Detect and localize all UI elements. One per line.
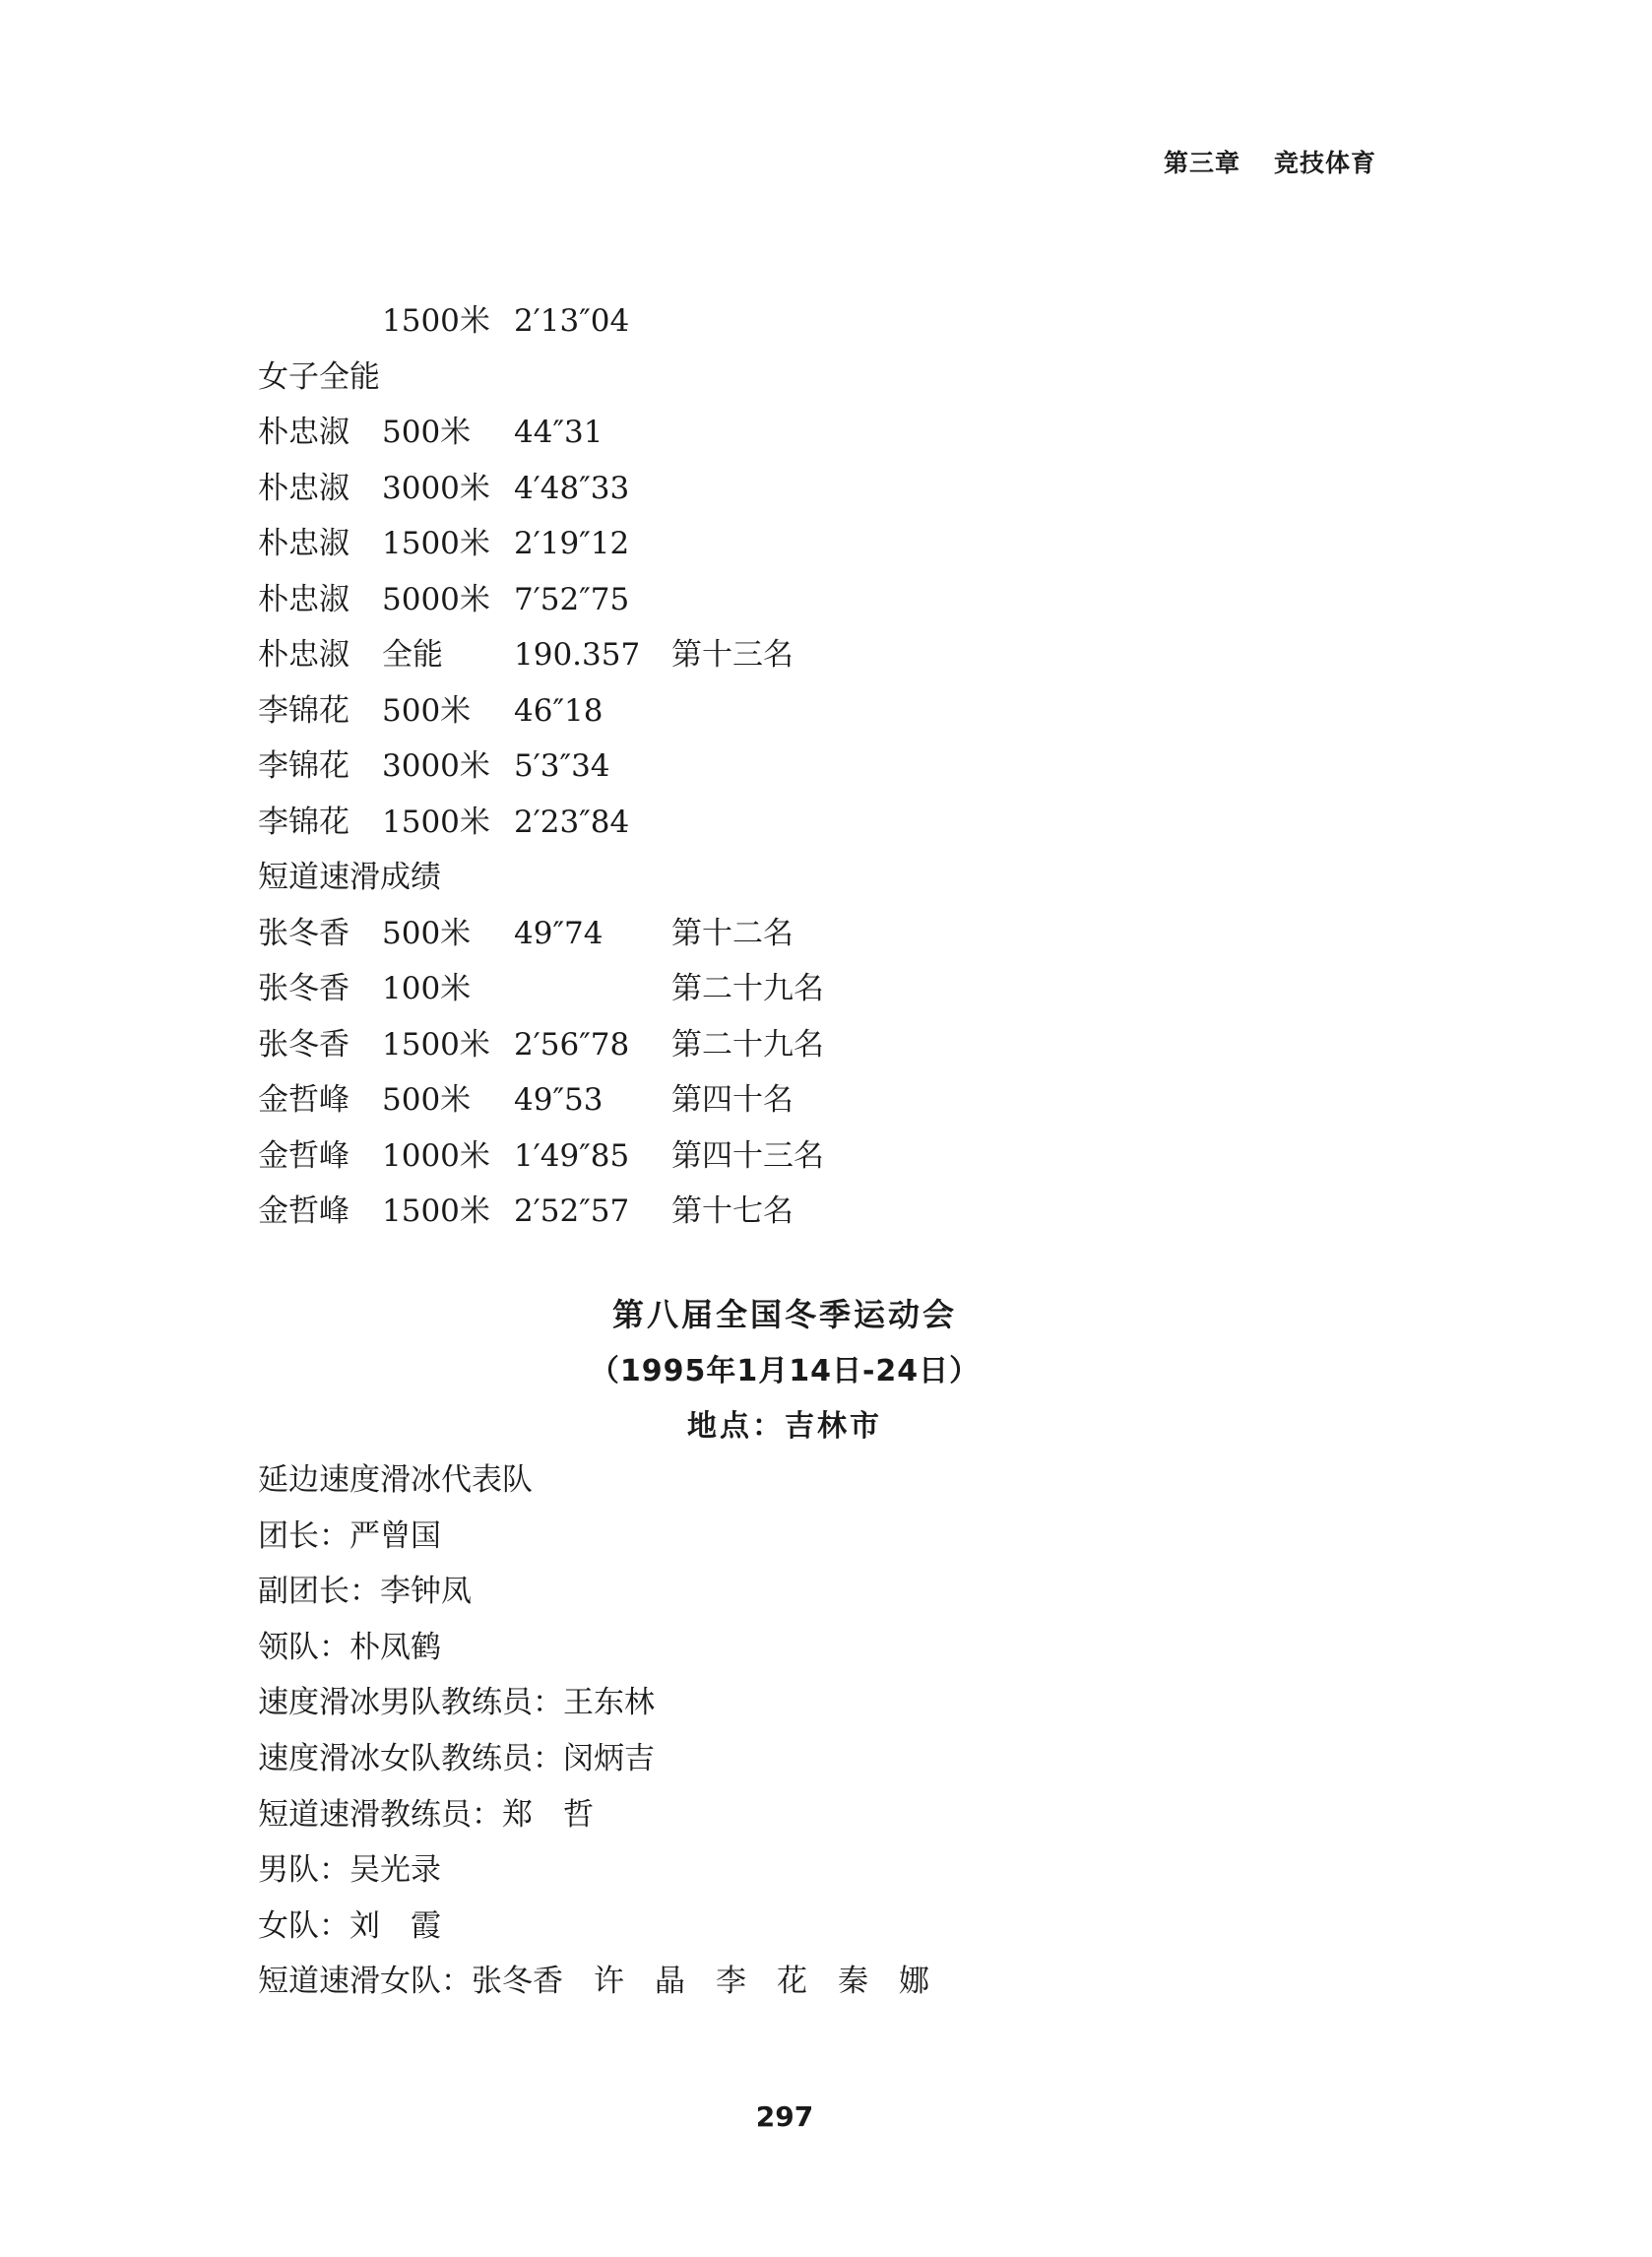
- event-distance: 1500米: [382, 303, 490, 339]
- result-rank: 第二十九名: [671, 971, 824, 1006]
- team-line: 短道速滑女队：张冬香 许 晶 李 花 秦 娜: [258, 1964, 929, 2000]
- result-time: 2′23″84: [514, 804, 630, 840]
- athlete-name: 金哲峰: [258, 1082, 349, 1118]
- event-distance: 500米: [382, 1082, 472, 1118]
- athlete-name: 朴忠淑: [258, 470, 349, 506]
- athlete-name: 李锦花: [258, 804, 349, 840]
- result-rank: 第十七名: [671, 1193, 794, 1229]
- result-time: 190.357: [514, 637, 641, 673]
- result-time: 49″74: [514, 915, 604, 951]
- section-location: 地点：吉林市: [687, 1409, 882, 1444]
- event-distance: 5000米: [382, 581, 490, 617]
- result-time: 5′3″34: [514, 748, 610, 784]
- event-distance: 100米: [382, 971, 472, 1006]
- athlete-name: 李锦花: [258, 748, 349, 784]
- event-distance: 1500米: [382, 1026, 490, 1063]
- athlete-name: 朴忠淑: [258, 415, 349, 450]
- page-number: 297: [755, 2100, 814, 2133]
- heading-text: 短道速滑成绩: [258, 860, 441, 895]
- athlete-name: 张冬香: [258, 1026, 349, 1063]
- heading-text: 女子全能: [258, 358, 380, 395]
- athlete-name: 朴忠淑: [258, 581, 349, 617]
- event-distance: 500米: [382, 915, 472, 951]
- athlete-name: 李锦花: [258, 692, 349, 729]
- result-time: 49″53: [514, 1082, 604, 1118]
- result-time: 2′52″57: [514, 1193, 630, 1229]
- section-dates: （1995年1月14日-24日）: [589, 1354, 981, 1388]
- event-distance: 3000米: [382, 470, 490, 506]
- result-time: 7′52″75: [514, 581, 630, 617]
- result-rank: 第十三名: [671, 637, 794, 673]
- result-time: 4′48″33: [514, 470, 630, 506]
- event-distance: 1000米: [382, 1137, 490, 1174]
- team-line: 速度滑冰男队教练员：王东林: [258, 1685, 655, 1721]
- chapter-title: 竞技体育: [1273, 149, 1376, 177]
- result-time: 2′56″78: [514, 1026, 630, 1063]
- result-time: 1′49″85: [514, 1137, 630, 1174]
- team-line: 女队：刘 霞: [258, 1907, 441, 1944]
- event-distance: 500米: [382, 692, 472, 729]
- event-distance: 3000米: [382, 748, 490, 784]
- team-line: 短道速滑教练员：郑 哲: [258, 1796, 594, 1833]
- team-line: 男队：吴光录: [258, 1852, 441, 1889]
- result-time: 2′19″12: [514, 526, 630, 561]
- result-rank: 第二十九名: [671, 1026, 824, 1063]
- athlete-name: 朴忠淑: [258, 526, 349, 561]
- team-line: 延边速度滑冰代表队: [258, 1462, 533, 1498]
- section-title: 第八届全国冬季运动会: [611, 1296, 957, 1333]
- athlete-name: 朴忠淑: [258, 637, 349, 673]
- result-time: 2′13″04: [514, 303, 630, 339]
- team-line: 速度滑冰女队教练员：闵炳吉: [258, 1740, 655, 1776]
- result-rank: 第十二名: [671, 915, 794, 951]
- event-distance: 1500米: [382, 1193, 490, 1229]
- athlete-name: 金哲峰: [258, 1193, 349, 1229]
- team-line: 领队：朴凤鹤: [258, 1629, 441, 1665]
- result-rank: 第四十名: [671, 1082, 794, 1118]
- result-time: 46″18: [514, 692, 604, 729]
- result-time: 44″31: [514, 415, 604, 450]
- chapter-number: 第三章: [1163, 149, 1240, 177]
- athlete-name: 张冬香: [258, 915, 349, 951]
- team-line: 团长：严曾国: [258, 1517, 441, 1554]
- running-header: [1164, 144, 1376, 179]
- event-distance: 1500米: [382, 526, 490, 561]
- team-line: 副团长：李钟凤: [258, 1574, 472, 1610]
- event-distance: 500米: [382, 415, 472, 450]
- athlete-name: 张冬香: [258, 971, 349, 1006]
- athlete-name: 金哲峰: [258, 1137, 349, 1174]
- result-rank: 第四十三名: [671, 1137, 824, 1174]
- team-roster: [258, 1452, 929, 2010]
- event-distance: 全能: [382, 637, 443, 673]
- event-distance: 1500米: [382, 804, 490, 840]
